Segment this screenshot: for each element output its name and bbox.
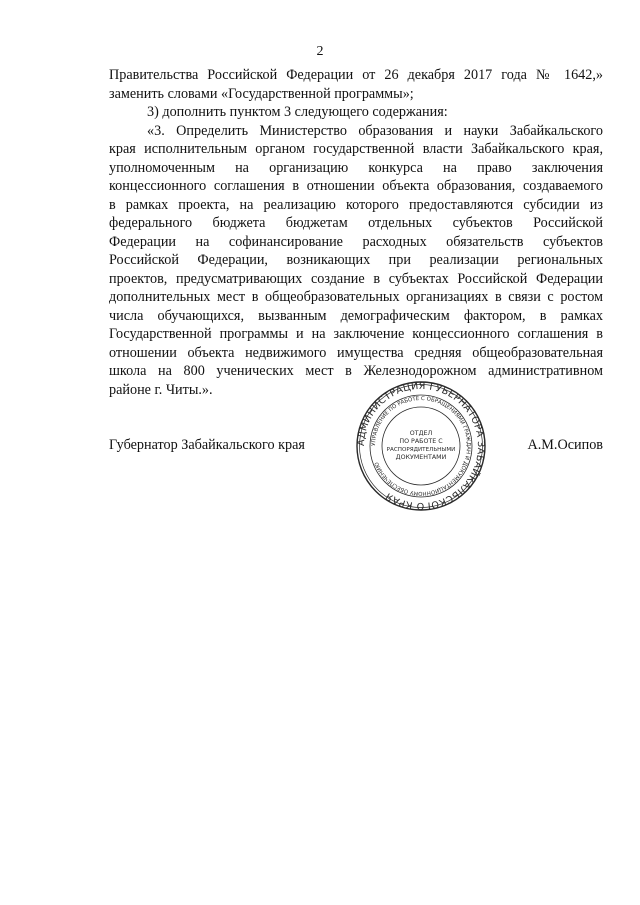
document-body: [109, 66, 603, 399]
stamp-inner-line: ПО РАБОТЕ С: [399, 438, 443, 445]
text-line: Российской Федерации, возникающих при реализации региональных: [109, 252, 603, 268]
text-line: федерального бюджета бюджетам отдельных субъектов Российской: [109, 215, 603, 231]
text-line: «3. Определить Министерство образования и науки Забайкальского: [147, 122, 603, 139]
text-line: дополнительных мест в общеобразовательных организациях в связи с ростом: [109, 289, 603, 305]
official-stamp: [355, 380, 487, 512]
text-line: края исполнительным органом государственной власти Забайкальского края,: [109, 141, 603, 157]
text-line: районе г. Читы.».: [109, 381, 213, 398]
text-line: проектов, предусматривающих создание в субъектах Российской Федерации: [109, 270, 603, 287]
signature-position: Губернатор Забайкальского края: [109, 437, 305, 453]
stamp-inner-line: ОТДЕЛ: [409, 430, 433, 437]
text-line: числа обучающихся, вызванным демографическим фактором, в рамках: [109, 307, 603, 324]
text-line: концессионного соглашения в отношении объекта образования, создаваемого: [109, 178, 603, 194]
stamp-inner-line: РАСПОРЯДИТЕЛЬНЫМИ: [386, 447, 456, 453]
text-line: Федерации на софинансирование расходных обязательств субъектов: [109, 233, 603, 250]
text-line: школа на 800 ученических мест в Железнодорожном административном: [109, 363, 603, 379]
text-line: Правительства Российской Федерации от 26 декабря 2017 года № 1642,»: [109, 67, 603, 83]
text-line: заменить словами «Государственной программы»;: [109, 85, 414, 102]
text-line: уполномоченным на организацию конкурса на право заключения: [109, 159, 603, 176]
signature-name: А.М.Осипов: [527, 437, 603, 453]
text-line: 3) дополнить пунктом 3 следующего содержания:: [147, 104, 448, 120]
stamp-outer-text: АДМИНИСТРАЦИЯ ГУБЕРНАТОРА ЗАБАЙКАЛЬСКОГО КРАЯ: [355, 380, 487, 512]
stamp-seal-icon: [355, 380, 487, 512]
text-line: Государственной программы и на заключение концессионного соглашения в: [109, 326, 603, 342]
text-line: в рамках проекта, на реализацию которого предоставляются субсидии из: [109, 196, 603, 213]
text-line: отношении объекта недвижимого имущества средняя общеобразовательная: [109, 344, 603, 361]
stamp-middle-text: УПРАВЛЕНИЕ ПО РАБОТЕ С ОБРАЩЕНИЯМИ ГРАЖДАН И ДОКУМЕНТАЦИОННОМУ ОБЕСПЕЧЕНИЮ: [370, 395, 472, 497]
stamp-inner-line: ДОКУМЕНТАМИ: [395, 454, 447, 461]
page-number: 2: [316, 44, 324, 59]
